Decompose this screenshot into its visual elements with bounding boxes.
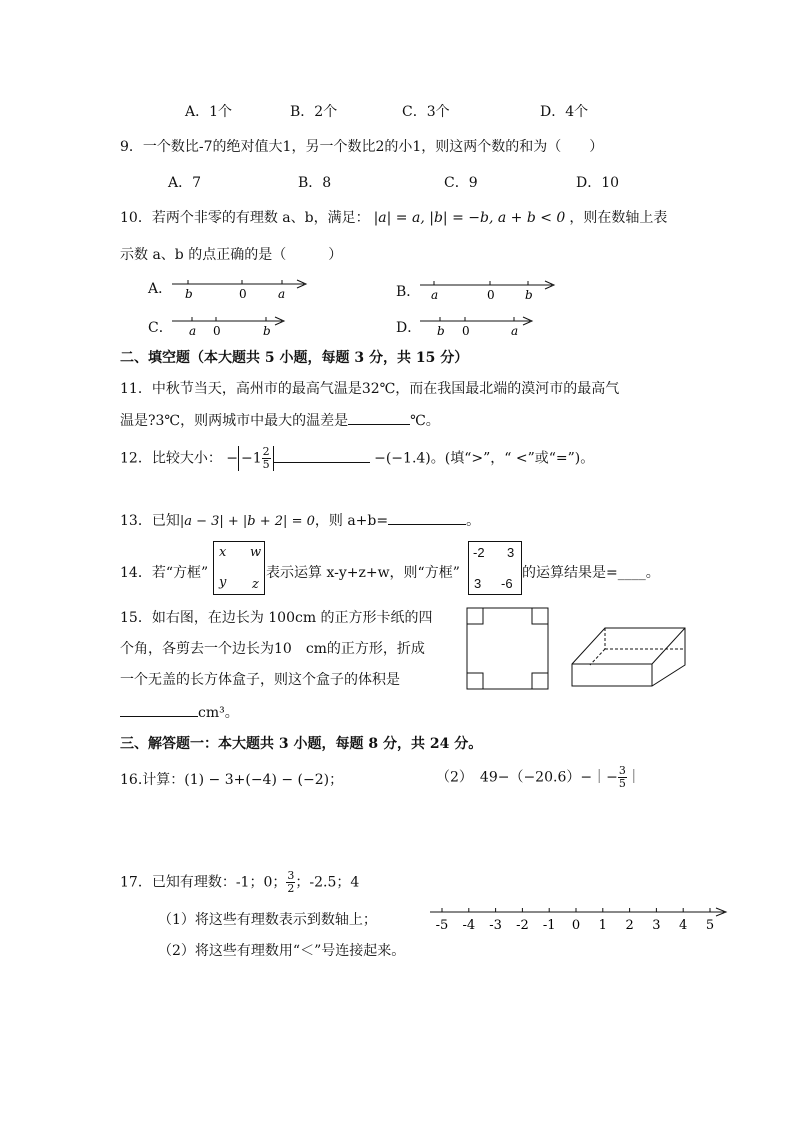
q10-stem-suffix: ，则在数轴上表 bbox=[569, 210, 668, 226]
q10-b-mark-0: 0 bbox=[487, 288, 495, 302]
q16-part2-numerator: 3 bbox=[618, 764, 626, 777]
q14-box2 bbox=[468, 541, 522, 595]
q10-stem-prefix: 10．若两个非零的有理数 a、b，满足： bbox=[120, 210, 370, 226]
q17-tick-label: -1 bbox=[542, 918, 556, 933]
q10-stem-line2: 示数 a、b 的点正确的是（ ） bbox=[120, 247, 343, 263]
q13-answer-blank[interactable] bbox=[388, 510, 466, 525]
q12-left-fraction bbox=[262, 446, 271, 471]
q11-line2-unit: ℃。 bbox=[410, 413, 440, 429]
q12-abs-expression bbox=[238, 446, 274, 471]
q14-box2-top-left: -2 bbox=[473, 545, 485, 560]
q10-option-c-label: C． bbox=[148, 320, 173, 336]
q17-tick-label: 4 bbox=[679, 918, 688, 933]
q9-option-c: C．9 bbox=[444, 175, 478, 191]
q15-answer-blank[interactable] bbox=[120, 702, 198, 717]
q10-condition: |a| = a, |b| = −b, a + b < 0 bbox=[373, 210, 566, 226]
q15-line3: 一个无盖的长方体盒子，则这个盒子的体积是 bbox=[120, 672, 400, 688]
q11-line1: 11．中秋节当天，高州市的最高气温是32℃，而在我国最北端的漠河市的最高气 bbox=[120, 381, 620, 397]
q10-stem bbox=[120, 207, 667, 227]
q16-part2-denominator: 5 bbox=[618, 777, 626, 790]
q12-right-expression: −(−1.4) bbox=[374, 450, 431, 467]
q17-tick-label: 5 bbox=[705, 918, 715, 933]
q16-part1: 16.计算：(1) − 3+(−4) − (−2)； bbox=[120, 772, 344, 788]
q9-stem: 9．一个数比-7的绝对值大1，另一个数比2的小1，则这两个数的和为（ ） bbox=[120, 139, 604, 155]
section-2-heading: 二、填空题（本大题共 5 小题，每题 3 分，共 15 分） bbox=[120, 350, 469, 366]
q16-part2 bbox=[436, 765, 641, 790]
q17-stem-fraction bbox=[286, 870, 295, 895]
q15-line2: 个角，各剪去一个边长为10 cm的正方形，折成 bbox=[120, 641, 425, 657]
q13-expression: |a − 3| + |b + 2| = 0 bbox=[179, 514, 315, 529]
q12-left-sign: − bbox=[226, 450, 239, 467]
q10-d-mark-a: a bbox=[511, 324, 519, 338]
q9-option-d: D．10 bbox=[576, 175, 620, 191]
q13 bbox=[120, 510, 480, 530]
q17-stem bbox=[120, 870, 359, 895]
q17-tick-label: -4 bbox=[462, 918, 476, 933]
q14-suffix: 的运算结果是=____。 bbox=[522, 565, 660, 581]
q10-option-b-number-line bbox=[418, 277, 558, 303]
q17-sub2: （2）将这些有理数用“＜”号连接起来。 bbox=[158, 943, 406, 959]
q10-option-c bbox=[148, 317, 173, 337]
q17-tick-label: -2 bbox=[516, 918, 529, 933]
q12-left-whole: −1 bbox=[241, 450, 262, 467]
q13-mid: ，则 a+b= bbox=[314, 513, 389, 529]
q8-option-c: C．3个 bbox=[402, 104, 450, 120]
q12-left-denominator: 5 bbox=[262, 458, 270, 471]
q15-unit: cm³。 bbox=[198, 705, 239, 721]
q13-suffix: 。 bbox=[466, 513, 481, 529]
q17-stem-denominator: 2 bbox=[287, 882, 295, 895]
q10-c-mark-a: a bbox=[189, 324, 197, 338]
q17-tick-label: 1 bbox=[598, 918, 607, 933]
q17-tick-label: -5 bbox=[435, 918, 449, 933]
q11-line2 bbox=[120, 410, 440, 430]
q13-prefix: 13．已知 bbox=[120, 513, 180, 529]
q14-box1-x: x bbox=[219, 545, 227, 560]
q10-a-mark-0: 0 bbox=[239, 287, 247, 301]
q10-option-d-number-line bbox=[418, 313, 538, 339]
q17-tick-label: 3 bbox=[652, 918, 661, 933]
q14-box2-top-right: 3 bbox=[507, 545, 515, 560]
section-3-heading: 三、解答题一：本大题共 3 小题，每题 8 分，共 24 分。 bbox=[120, 736, 483, 752]
q15-square-card-figure bbox=[466, 607, 550, 691]
q16-part2-expression: （2） 49−（−20.6）−｜− bbox=[436, 769, 618, 786]
q12-answer-blank[interactable] bbox=[274, 448, 370, 463]
q10-d-mark-0: 0 bbox=[462, 324, 470, 338]
q15-open-box-figure bbox=[568, 624, 690, 690]
q14-box2-bottom-right: -6 bbox=[501, 576, 513, 591]
q8-option-a: A．1个 bbox=[185, 104, 233, 120]
q17-stem-prefix: 17．已知有理数：-1；0； bbox=[120, 874, 287, 891]
q14-box1 bbox=[213, 541, 265, 595]
q11-line2-text: 温是?3℃，则两城市中最大的温差是 bbox=[120, 413, 349, 429]
q16-part2-close: ｜ bbox=[626, 769, 641, 786]
q15-line1: 15．如右图，在边长为 100cm 的正方形卡纸的四 bbox=[120, 610, 433, 626]
q10-b-mark-a: a bbox=[431, 288, 439, 302]
q17-stem-numerator: 3 bbox=[287, 869, 295, 882]
q17-number-line[interactable] bbox=[428, 900, 730, 936]
q10-option-b-label: B． bbox=[396, 284, 421, 300]
q14-box1-y: y bbox=[219, 575, 227, 590]
q10-option-c-number-line bbox=[170, 313, 290, 339]
q17-tick-label: 0 bbox=[571, 918, 581, 933]
q10-b-mark-b: b bbox=[525, 288, 533, 302]
q14-box2-bottom-left: 3 bbox=[474, 576, 482, 591]
q10-option-a-number-line bbox=[170, 276, 310, 302]
q12-left-numerator: 2 bbox=[262, 445, 270, 458]
q10-option-a-label: A． bbox=[148, 281, 173, 297]
q9-option-b: B．8 bbox=[298, 175, 332, 191]
q17-sub1: （1）将这些有理数表示到数轴上； bbox=[158, 912, 377, 928]
q10-d-mark-b: b bbox=[437, 324, 445, 338]
q16-part2-fraction bbox=[618, 765, 627, 790]
q14-box1-w: w bbox=[250, 545, 262, 560]
q14-box1-z: z bbox=[252, 577, 259, 592]
q17-stem-suffix: ；-2.5；4 bbox=[295, 874, 360, 891]
q8-option-b: B．2个 bbox=[290, 104, 338, 120]
q17-tick-label: 2 bbox=[625, 918, 634, 933]
q14-prefix: 14．若“方框” bbox=[120, 565, 209, 581]
q15-line4 bbox=[120, 702, 239, 722]
q11-answer-blank[interactable] bbox=[348, 410, 410, 425]
q10-option-a bbox=[148, 278, 172, 298]
q10-c-mark-0: 0 bbox=[213, 324, 221, 338]
q8-option-d: D．4个 bbox=[540, 104, 589, 120]
q10-c-mark-b: b bbox=[263, 324, 271, 338]
q12 bbox=[120, 446, 594, 471]
q14-mid: 表示运算 x-y+z+w，则“方框” bbox=[266, 565, 460, 581]
q10-a-mark-a: a bbox=[278, 287, 286, 301]
q10-a-mark-b: b bbox=[185, 287, 193, 301]
q10-option-d-label: D． bbox=[396, 320, 422, 336]
q12-prefix: 12．比较大小： bbox=[120, 450, 222, 467]
q10-option-b bbox=[396, 281, 420, 301]
q9-option-a: A．7 bbox=[168, 175, 202, 191]
q12-suffix: 。(填“>”，“ <”或“=”)。 bbox=[430, 450, 595, 467]
q17-tick-label: -3 bbox=[489, 918, 502, 933]
